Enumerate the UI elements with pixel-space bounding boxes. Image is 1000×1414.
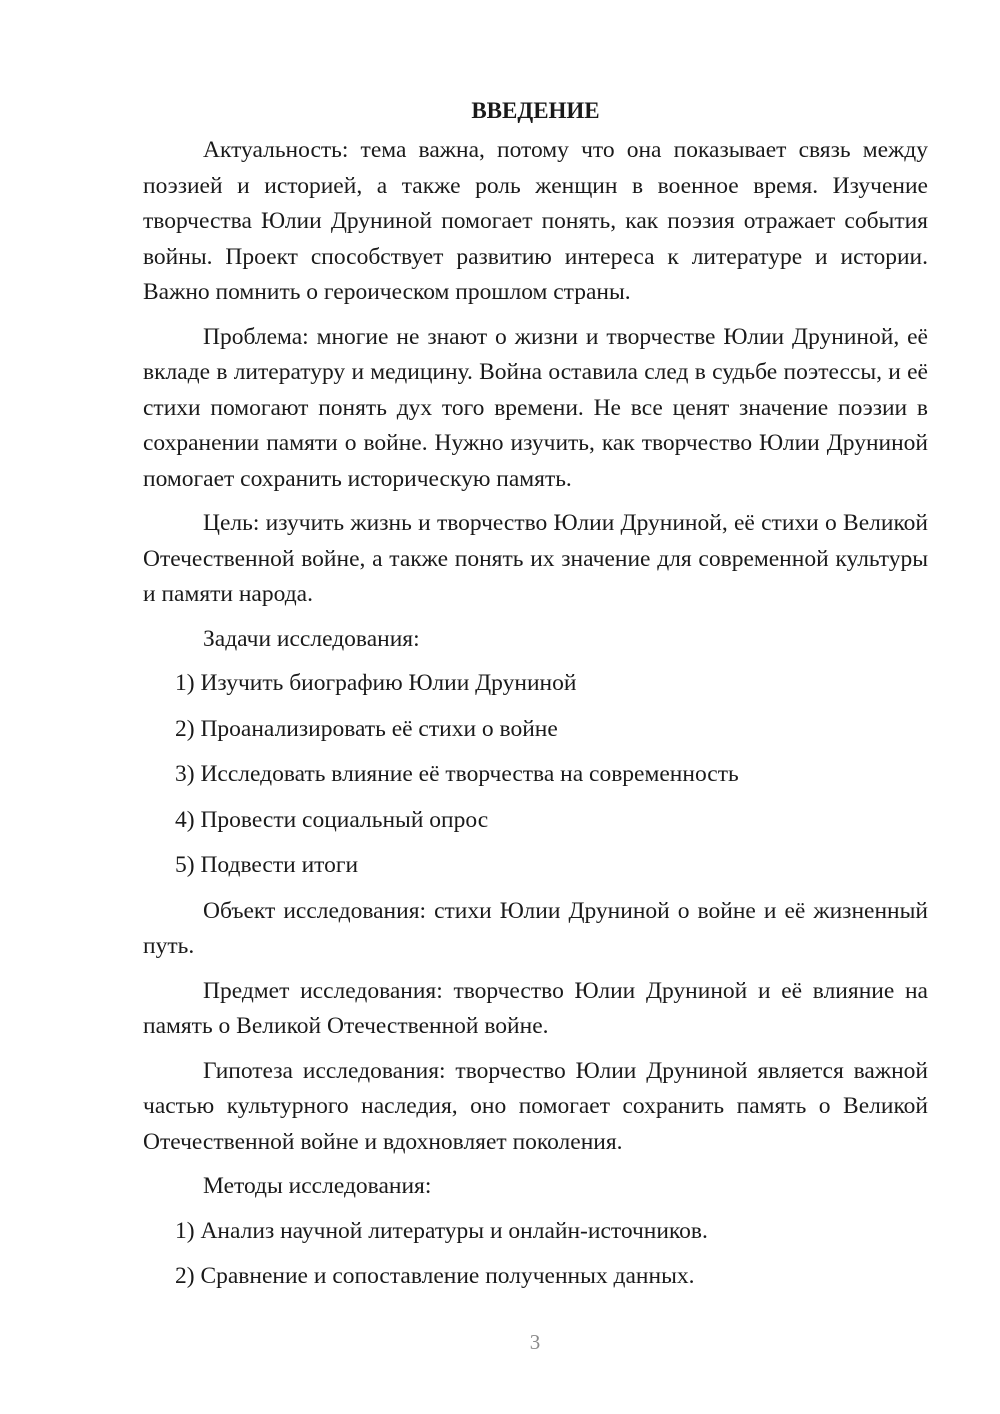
task-item-5: 5) Подвести итоги xyxy=(175,852,359,878)
task-item-2: 2) Проанализировать её стихи о войне xyxy=(175,715,558,742)
method-item-2: 2) Сравнение и сопоставление полученных данных. xyxy=(175,1263,695,1289)
methods-heading: Методы исследования: xyxy=(203,1173,432,1199)
tasks-heading: Задачи исследования: xyxy=(203,625,420,652)
section-title: ВВЕДЕНИЕ xyxy=(471,98,600,123)
method-item-1: 1) Анализ научной литературы и онлайн-источников. xyxy=(175,1217,708,1244)
relevance-paragraph: Актуальность: тема важна, потому что она показывает связь между поэзией и историей, а также роль женщин в военное время. Изучение творчества Юлии Друниной помогает понять, как поэзия отражает события войны. Проект способствует развитию интереса к литературе и истории. Важно помнить о героическом прошлом страны. xyxy=(143,137,928,305)
task-item-4: 4) Провести социальный опрос xyxy=(175,806,489,833)
object-paragraph: Объект исследования: стихи Юлии Друниной о войне и её жизненный путь. xyxy=(143,897,928,959)
hypothesis-paragraph: Гипотеза исследования: творчество Юлии Друниной является важной частью культурного наследия, оно помогает сохранить память о Великой Отечественной войне и вдохновляет поколения. xyxy=(143,1057,928,1155)
problem-paragraph: Проблема: многие не знают о жизни и творчестве Юлии Друниной, её вкладе в литературу и медицину. Война оставила след в судьбе поэтессы, и её стихи помогают понять дух того времени. Не все ценят значение поэзии в сохранении памяти о войне. Нужно изучить, как творчество Юлии Друниной помогает сохранить историческую память. xyxy=(143,323,928,492)
goal-paragraph: Цель: изучить жизнь и творчество Юлии Друниной, её стихи о Великой Отечественной войне, а также понять их значение для современной культуры и памяти народа. xyxy=(143,510,928,607)
page-body xyxy=(143,97,928,1305)
subject-paragraph: Предмет исследования: творчество Юлии Друниной и её влияние на память о Великой Отечественной войне. xyxy=(143,977,928,1039)
page-number: 3 xyxy=(529,1330,541,1354)
task-item-1: 1) Изучить биографию Юлии Друниной xyxy=(175,670,577,696)
task-item-3: 3) Исследовать влияние её творчества на современность xyxy=(175,761,739,787)
